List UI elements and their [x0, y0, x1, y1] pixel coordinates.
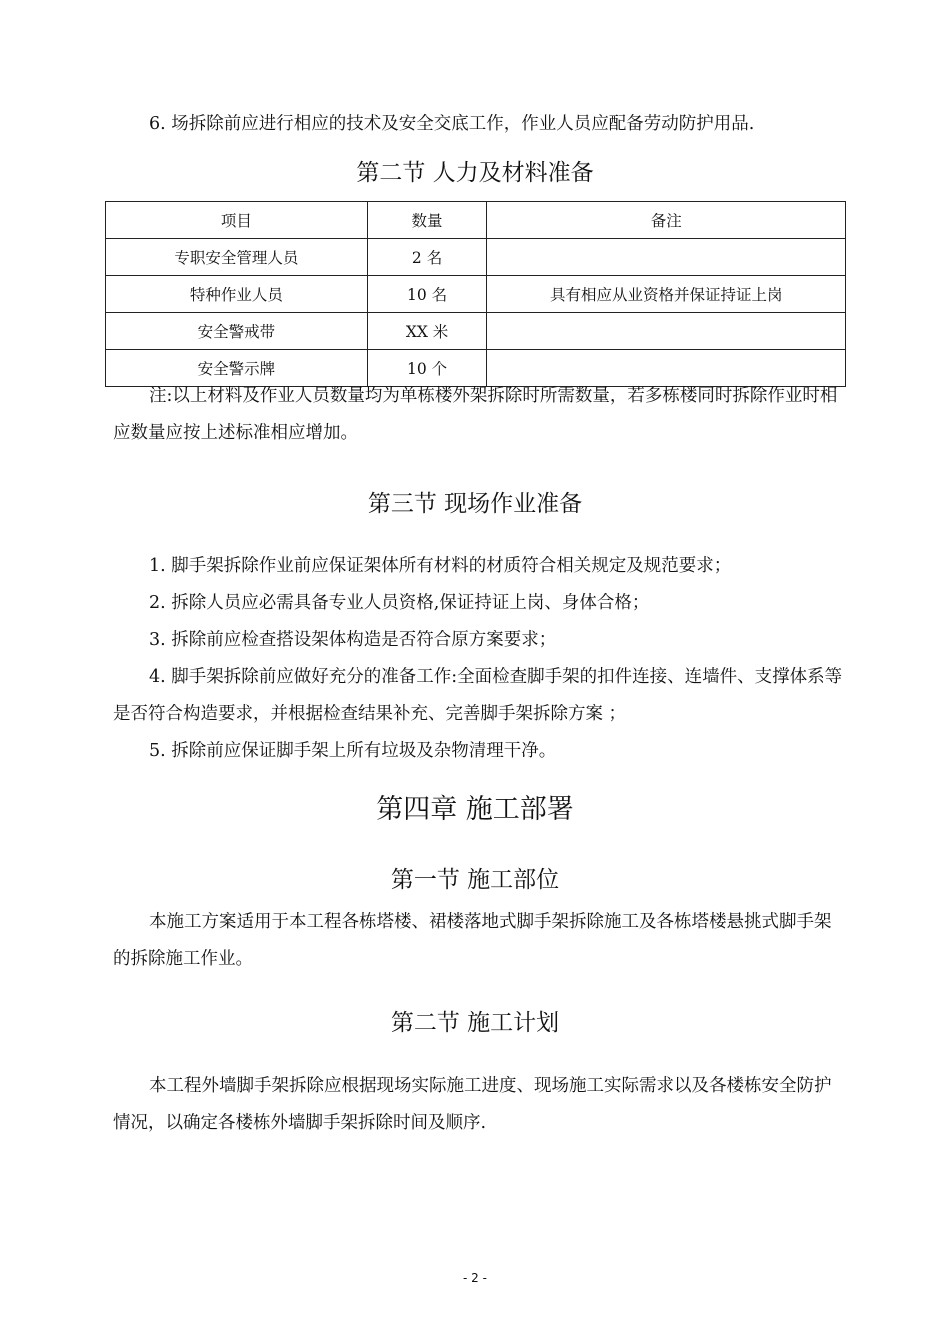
table-cell: [487, 239, 846, 276]
list-item: 1. 脚手架拆除作业前应保证架体所有材料的材质符合相关规定及规范要求；: [149, 556, 732, 576]
ch4-section2-title: 第二节 施工计划: [390, 1010, 560, 1036]
table-header-row: [106, 202, 846, 239]
table-row: [106, 239, 846, 276]
materials-table: [105, 201, 846, 387]
table-cell: 特种作业人员: [106, 276, 368, 313]
table-cell: 10 名: [367, 276, 487, 313]
table-cell: 专职安全管理人员: [106, 239, 368, 276]
chapter4-title: 第四章 施工部署: [376, 794, 574, 825]
table-cell: 10 个: [367, 350, 487, 387]
list-item: 2. 拆除人员应必需具备专业人员资格,保证持证上岗、身体合格；: [149, 593, 650, 613]
header-remarks: 备注: [487, 202, 846, 239]
intro-item: 6. 场拆除前应进行相应的技术及安全交底工作，作业人员应配备劳动防护用品.: [149, 114, 755, 134]
header-quantity: 数量: [367, 202, 487, 239]
table-cell: XX 米: [367, 313, 487, 350]
table-cell: 2 名: [367, 239, 487, 276]
table-cell: [487, 313, 846, 350]
table-note: 注:以上材料及作业人员数量均为单栋楼外架拆除时所需数量，若多栋楼同时拆除作业时相应数量应按上述标准相应增加。: [113, 386, 838, 443]
ch4-section1-title: 第一节 施工部位: [390, 867, 560, 893]
section2-title: 第二节 人力及材料准备: [356, 160, 594, 186]
header-item: 项目: [106, 202, 368, 239]
list-item: 3. 拆除前应检查搭设架体构造是否符合原方案要求；: [149, 630, 557, 650]
table-cell: 安全警戒带: [106, 313, 368, 350]
page-number: - 2 -: [463, 1271, 487, 1285]
list-item: 5. 拆除前应保证脚手架上所有垃圾及杂物清理干净。: [149, 741, 557, 761]
list-item: 4. 脚手架拆除前应做好充分的准备工作:全面检查脚手架的扣件连接、连墙件、支撑体系等是否符合构造要求，并根据检查结果补充、完善脚手架拆除方案 ；: [113, 667, 843, 724]
ch4-section1-text: 本施工方案适用于本工程各栋塔楼、裙楼落地式脚手架拆除施工及各栋塔楼悬挑式脚手架的拆除施工作业。: [113, 912, 832, 969]
table-cell: 具有相应从业资格并保证持证上岗: [487, 276, 846, 313]
table-row: [106, 276, 846, 313]
ch4-section2-text: 本工程外墙脚手架拆除应根据现场实际施工进度、现场施工实际需求以及各楼栋安全防护情况，以确定各楼栋外墙脚手架拆除时间及顺序.: [113, 1076, 832, 1133]
table-row: [106, 313, 846, 350]
section3-title: 第三节 现场作业准备: [367, 491, 583, 517]
table-cell: 安全警示牌: [106, 350, 368, 387]
